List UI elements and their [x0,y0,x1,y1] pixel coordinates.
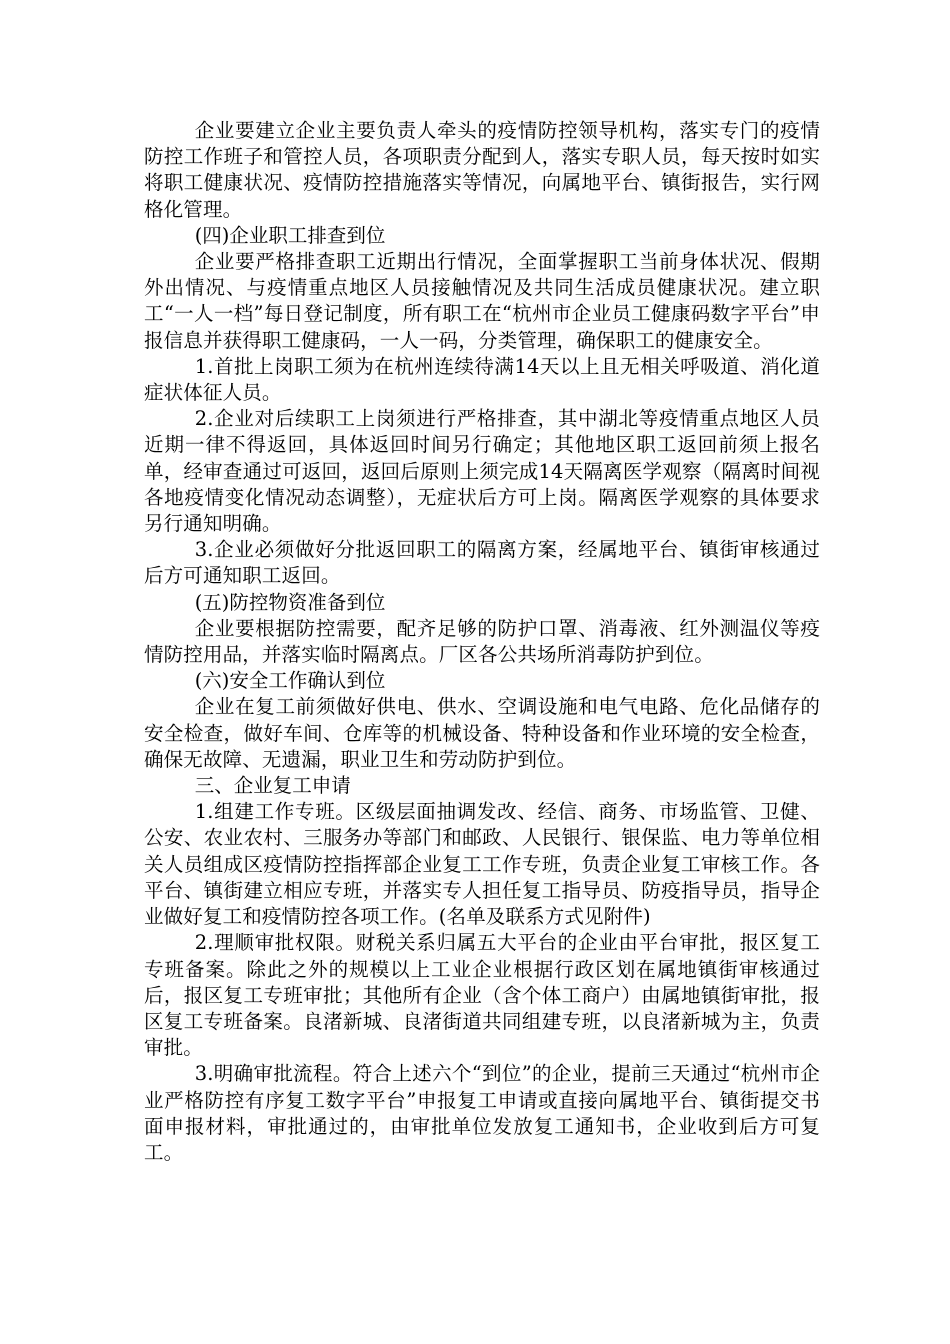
paragraph-supplies: 企业要根据防控需要，配齐足够的防护口罩、消毒液、红外测温仪等疫情防控用品，并落实临时隔离点。厂区各公共场所消毒防护到位。 [144,616,820,667]
paragraph-application-item-1: 1.组建工作专班。区级层面抽调发改、经信、商务、市场监管、卫健、公安、农业农村、三服务办等部门和邮政、人民银行、银保监、电力等单位相关人员组成区疫情防控指挥部企业复工工作专班，负责企业复工审核工作。各平台、镇街建立相应专班，并落实专人担任复工指导员、防疫指导员，指导企业做好复工和疫情防控各项工作。(名单及联系方式见附件) [144,800,820,929]
heading-employee-screening: (四)企业职工排查到位 [194,223,386,247]
heading-resumption-application: 三、企业复工申请 [194,774,351,798]
paragraph-application-item-2: 2.理顺审批权限。财税关系归属五大平台的企业由平台审批，报区复工专班备案。除此之外的规模以上工业企业根据行政区划在属地镇街审核通过后，报区复工专班审批；其他所有企业（含个体工商户）由属地镇街审批，报区复工专班备案。良渚新城、良渚街道共同组建专班，以良渚新城为主，负责审批。 [144,931,820,1060]
paragraph-leadership: 企业要建立企业主要负责人牵头的疫情防控领导机构，落实专门的疫情防控工作班子和管控人员，各项职责分配到人，落实专职人员，每天按时如实将职工健康状况、疫情防控措施落实等情况，向属地平台、镇街报告，实行网格化管理。 [144,119,820,221]
paragraph-screening-item-1: 1.首批上岗职工须为在杭州连续待满14天以上且无相关呼吸道、消化道症状体征人员。 [144,354,820,405]
heading-supplies: (五)防控物资准备到位 [194,590,386,614]
document-page [144,118,820,1166]
heading-safety: (六)安全工作确认到位 [194,669,386,693]
paragraph-screening-item-3: 3.企业必须做好分批返回职工的隔离方案，经属地平台、镇街审核通过后方可通知职工返回。 [144,538,820,588]
paragraph-screening-intro: 企业要严格排查职工近期出行情况，全面掌握职工当前身体状况、假期外出情况、与疫情重点地区人员接触情况及共同生活成员健康状况。建立职工“一人一档”每日登记制度，所有职工在“杭州市企业员工健康码数字平台”申报信息并获得职工健康码，一人一码，分类管理，确保职工的健康安全。 [144,250,820,352]
paragraph-screening-item-2: 2.企业对后续职工上岗须进行严格排查，其中湖北等疫情重点地区人员近期一律不得返回，具体返回时间另行确定；其他地区职工返回前须上报名单，经审查通过可返回，返回后原则上须完成14天隔离医学观察（隔离时间视各地疫情变化情况动态调整），无症状后方可上岗。隔离医学观察的具体要求另行通知明确。 [144,407,820,536]
paragraph-safety: 企业在复工前须做好供电、供水、空调设施和电气电路、危化品储存的安全检查，做好车间、仓库等的机械设备、特种设备和作业环境的安全检查，确保无故障、无遗漏，职业卫生和劳动防护到位。 [144,695,820,771]
paragraph-application-item-3: 3.明确审批流程。符合上述六个“到位”的企业，提前三天通过“杭州市企业严格防控有序复工数字平台”申报复工申请或直接向属地平台、镇街提交书面申报材料，审批通过的，由审批单位发放复工通知书，企业收到后方可复工。 [144,1062,820,1164]
